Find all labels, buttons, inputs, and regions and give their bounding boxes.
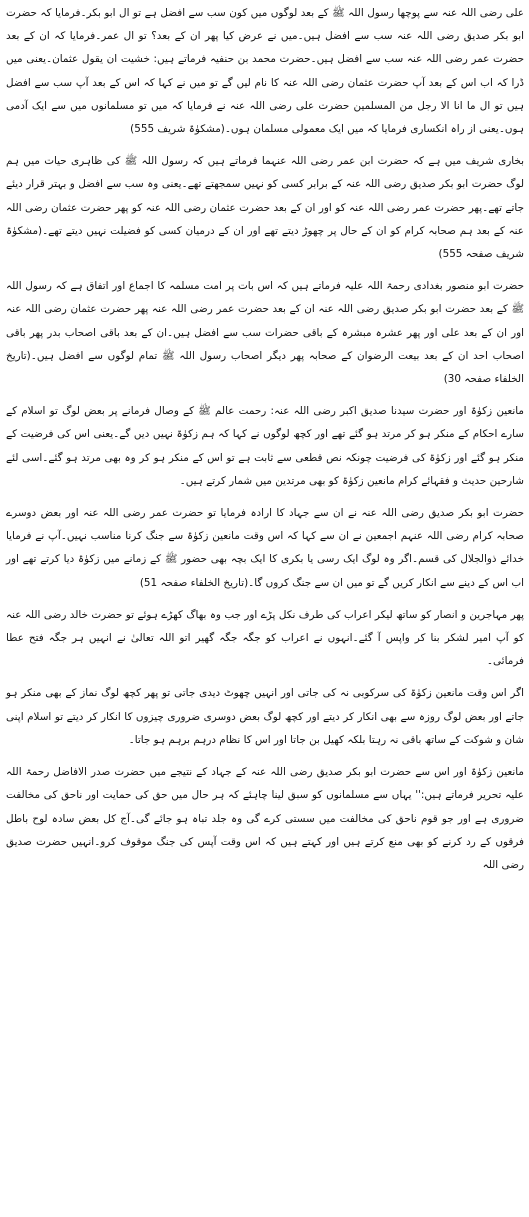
- paragraph-muhajirin-ansar: پھر مہاجرین و انصار کو ساتھ لیکر اعراب کی طرف نکل پڑے اور جب وہ بھاگ کھڑے ہوئے تو حضرت خالد رضی اللہ عنہ کو آپ امیر لشکر بنا کر واپس آ گئے۔انہوں نے اعراب کو جگہ جگہ گھیر اتو اللہ تعالیٰ نے انہیں ہر جگہ فتح عطا فرمائی۔: [6, 608, 524, 668]
- paragraph-zakat-deniers: مانعین زکوٰۃ اور حضرت سیدنا صدیق اکبر رضی اللہ عنہ: رحمت عالم ﷺ کے وصال فرمانے پر بعض لوگ تو اسلام کے سارے احکام کے منکر ہو کر مرتد ہو گئے تھے اور کچھ لوگوں نے کہا کہ ہم زکوٰۃ نہیں دیں گے۔یعنی اس کی فرضیت کے منکر ہو گئے اور زکوٰۃ کی فرضیت چونکہ نص قطعی سے ثابت ہے تو اس کے منکر ہو کر وہ بھی مرتد ہو گئے۔اسی لئے شارحین حدیث و فقہائے کرام مانعین زکوٰۃ کو بھی مرتدین میں شمار کرتے ہیں۔: [6, 405, 524, 487]
- paragraph-abu-mansur-baghdadi: حضرت ابو منصور بغدادی رحمۃ اللہ علیہ فرماتے ہیں کہ اس بات پر امت مسلمہ کا اجماع اور اتفاق ہے کہ رسول اللہ ﷺ کے بعد حضرت ابو بکر صدیق رضی اللہ عنہ ان کے بعد حضرت عمر رضی اللہ عنہ پھر حضرت عثمان رضی اللہ عنہ اور ان کے بعد علی اور پھر عشرہ مبشرہ کے باقی حضرات سب سے افضل ہیں۔ان کے بعد باقی اصحاب بدر پھر باقی اصحاب احد ان کے بعد بیعت الرضوان کے صحابہ پھر دیگر اصحاب رسول اللہ ﷺ تمام لوگوں سے افضل ہیں۔(تاریخ الخلفاء صفحہ 30): [6, 280, 524, 386]
- paragraph-jihad-decision: حضرت ابو بکر صدیق رضی اللہ عنہ نے ان سے جہاد کا ارادہ فرمایا تو حضرت عمر رضی اللہ عنہ اور بعض دوسرے صحابہ کرام رضی اللہ عنہم اجمعین نے ان سے کہا کہ اس وقت مانعین زکوٰۃ سے جنگ کرنا مناسب نہیں۔آپ نے فرمایا خدائے ذوالجلال کی قسم۔اگر وہ لوگ ایک رسی یا بکری کا ایک بچہ بھی حضور ﷺ کے زمانے میں زکوٰۃ دیا کرتے تھے اور اب اس کے دینے سے انکار کریں گے تو میں ان سے جنگ کروں گا۔(تاریخ الخلفاء صفحہ 51): [6, 507, 524, 589]
- paragraph-consequence: اگر اس وقت مانعین زکوٰۃ کی سرکوبی نہ کی جاتی اور انہیں چھوٹ دیدی جاتی تو پھر کچھ لوگ نماز کے بھی منکر ہو جاتے اور بعض لوگ روزہ سے بھی انکار کر دیتے اور کچھ لوگ بعض دوسری ضروری چیزوں کا انکار کر دیتے تو اسلام اپنی شان و شوکت کے ساتھ باقی نہ رہتا بلکہ کھیل بن جاتا اور اس کا نظام درہم برہم ہو جاتا۔: [6, 687, 524, 746]
- paragraph-bukhari-ibn-umar: بخاری شریف میں ہے کہ حضرت ابن عمر رضی اللہ عنہما فرماتے ہیں کہ رسول اللہ ﷺ کی ظاہری حیات میں ہم لوگ حضرت ابو بکر صدیق رضی اللہ عنہ کے برابر کسی کو نہیں سمجھتے تھے۔یعنی وہ سب سے افضل و بہتر قرار دیئے جاتے تھے۔پھر حضرت عمر رضی اللہ عنہ کو اور ان کے بعد حضرت عثمان رضی اللہ عنہ کو پھر حضرت عثمان رضی اللہ عنہ کے بعد ہم صحابہ کرام کو ان کے حال پر چھوڑ دیتے تھے اور ان کے درمیان کسی کو فضیلت نہیں دیتے تھے۔(مشکوٰۃ شریف صفحہ 555): [6, 155, 524, 261]
- paragraph-sadr-ul-afazil: مانعین زکوٰۃ اور اس سے حضرت ابو بکر صدیق رضی اللہ عنہ کے جہاد کے نتیجے میں حضرت صدر الافاضل رحمۃ اللہ علیہ تحریر فرماتے ہیں:'' یہاں سے مسلمانوں کو سبق لینا چاہئے کہ ہر حال میں حق کی حمایت اور ناحق کی مخالفت ضروری ہے اور جو قوم ناحق کی مخالفت میں سستی کرے گی وہ جلد تباہ ہو جائے گی۔آج کل بعض سادہ لوح باطل فرقوں کے رد کرنے کو بھی منع کرتے ہیں اور کہتے ہیں کہ اس وقت آپس کی جنگ موقوف کرو۔انہیں حضرت صدیق رضی اللہ: [6, 766, 524, 871]
- paragraph-virtue-order-ali: علی رضی اللہ عنہ سے پوچھا رسول اللہ ﷺ کے بعد لوگوں میں کون سب سے افضل ہے تو ال ابو بکر۔فرمایا کہ حضرت ابو بکر صدیق رضی اللہ عنہ سب سے افضل ہیں۔میں نے عرض کیا پھر ان کے بعد؟ تو ال عمر۔فرمایا کہ ان کے بعد حضرت عمر رضی اللہ عنہ سب سے افضل ہیں۔حضرت محمد بن حنفیہ فرماتے ہیں: خشیت ان یقول عثمان۔یعنی میں ڈرا کہ اب اس کے بعد آپ حضرت عثمان رضی اللہ عنہ کا نام لیں گے تو میں نے کہا کہ اس کے بعد آپ سب سے افضل ہیں تو ال ما انا الا رجل من المسلمین حضرت علی رضی اللہ عنہ نے فرمایا کہ میں تو مسلمانوں میں سے ایک آدمی ہوں۔یعنی از راہ انکساری فرمایا کہ میں ایک معمولی مسلمان ہوں۔(مشکوٰۃ شریف 555): [6, 7, 524, 136]
